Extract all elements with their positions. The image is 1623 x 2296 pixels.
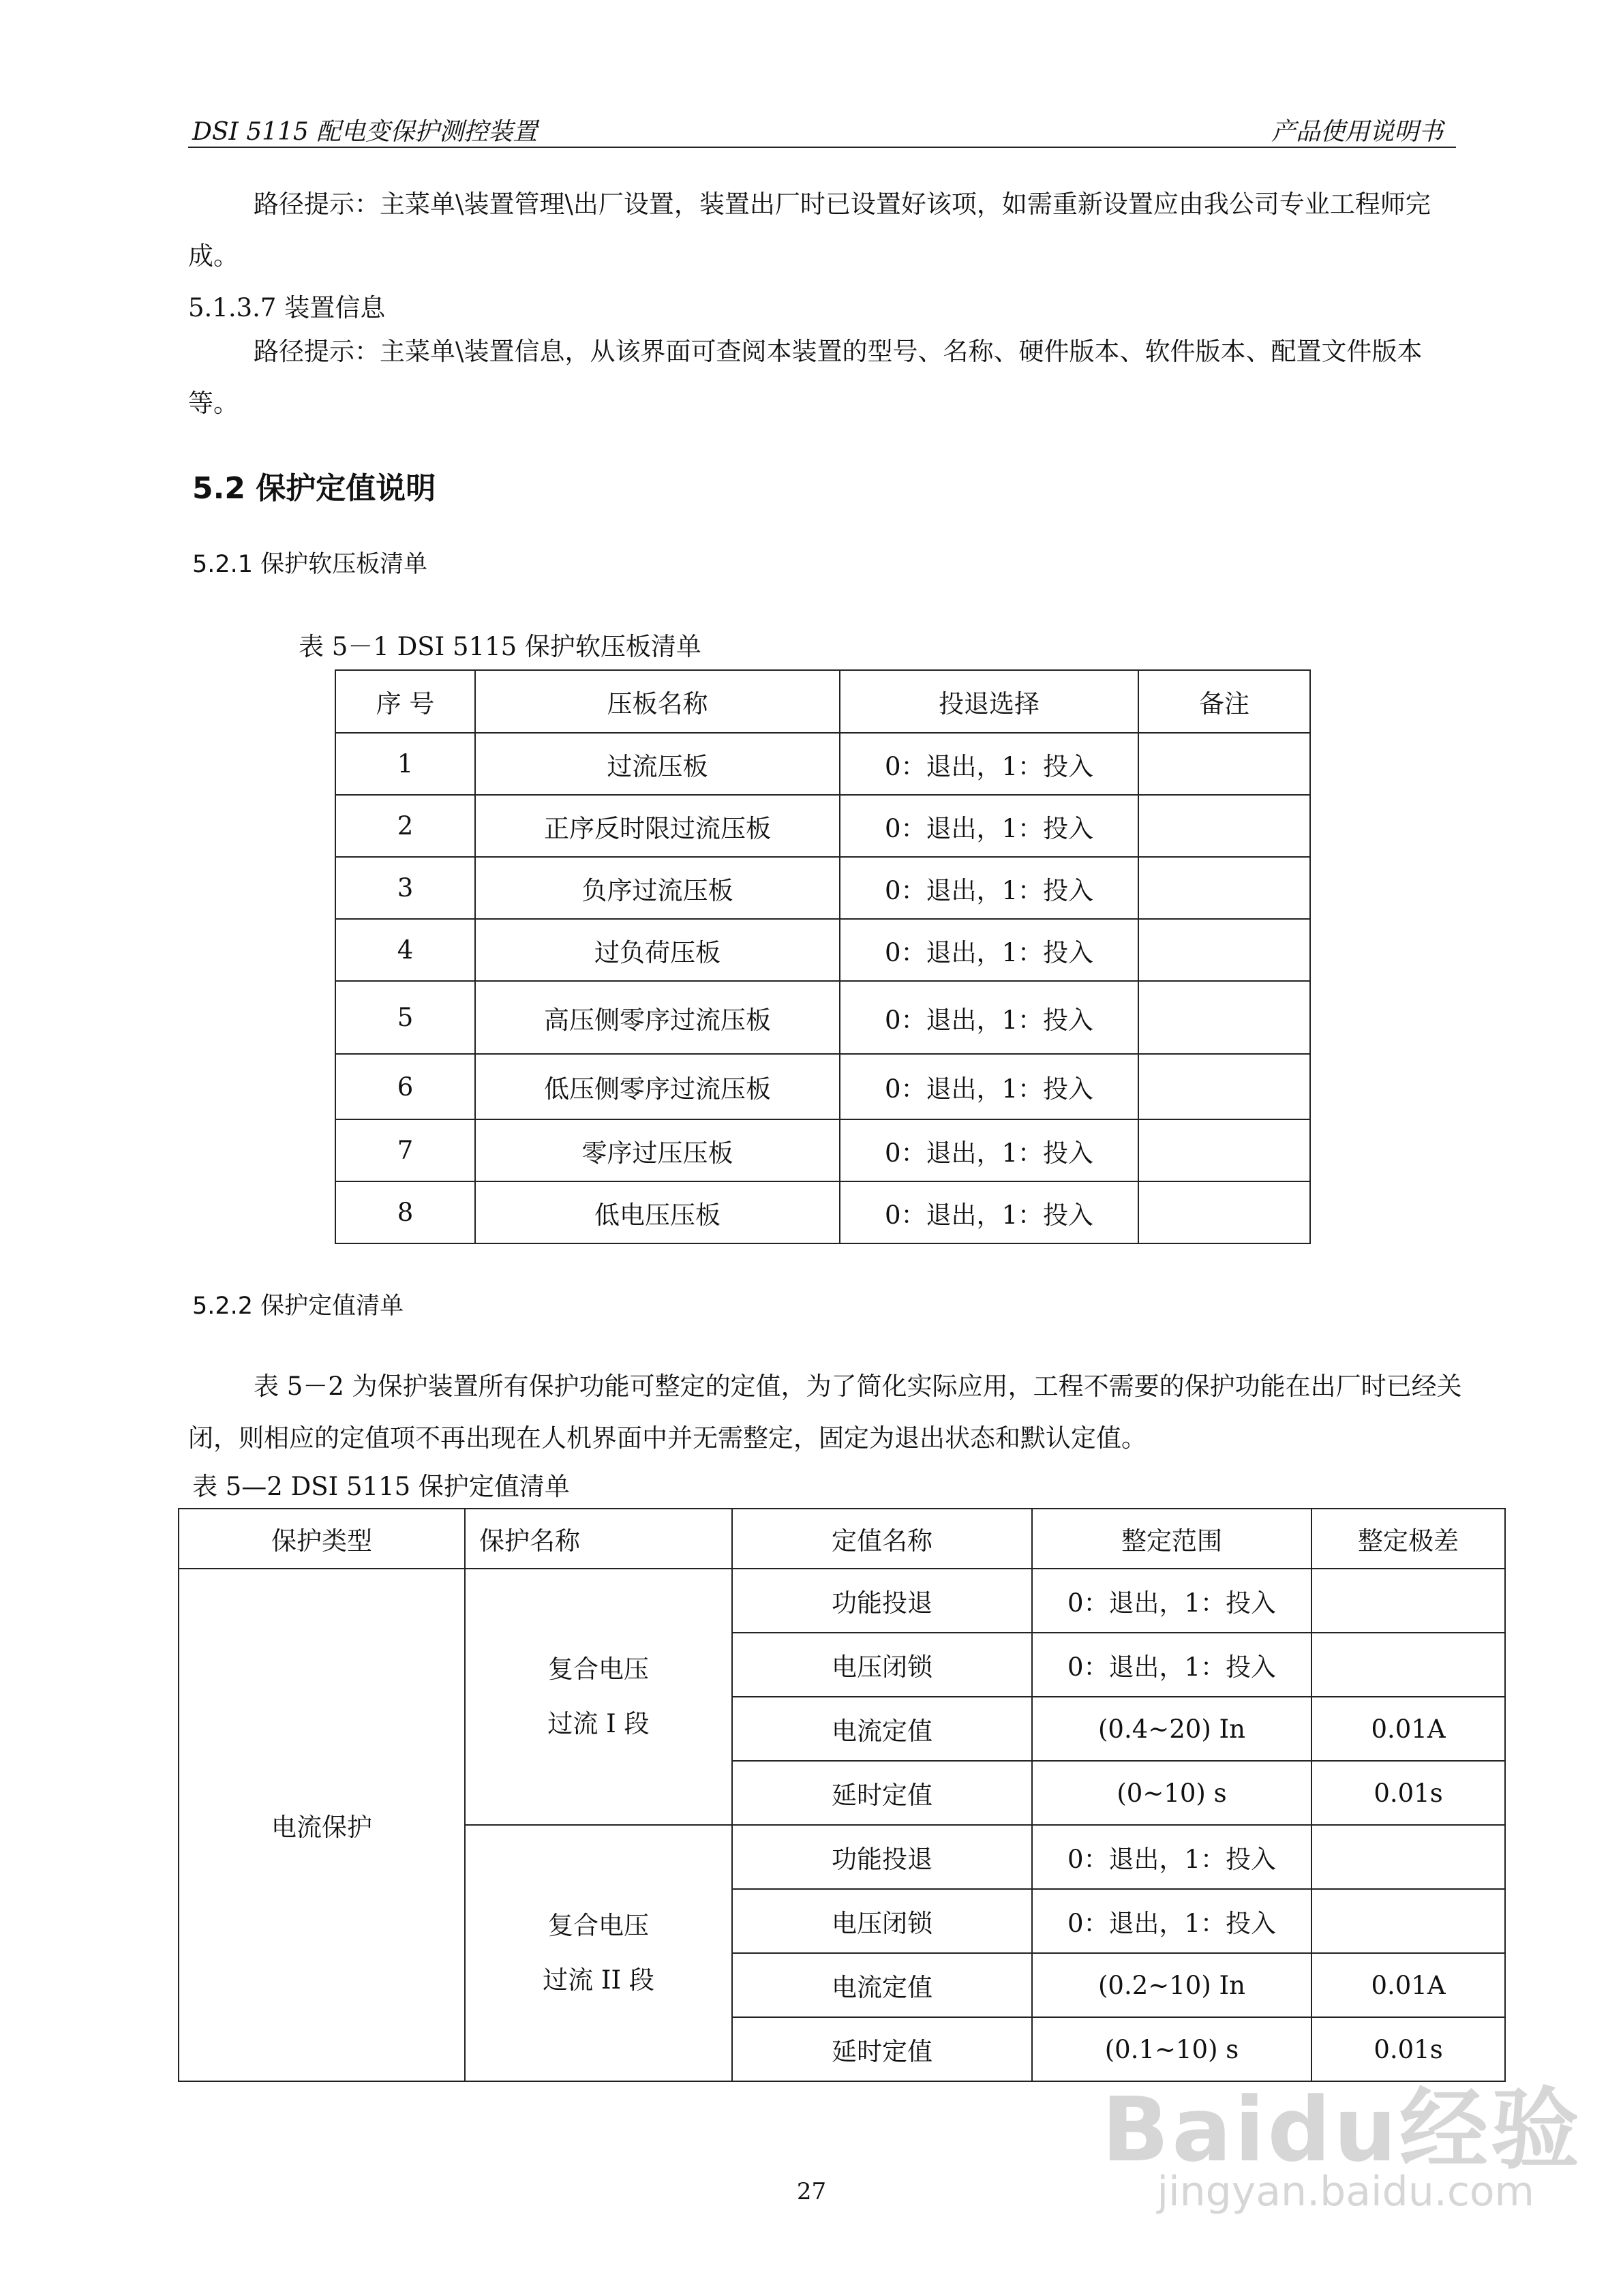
path-hint-factory-settings: 路径提示：主菜单\装置管理\出厂设置，装置出厂时已设置好该项，如需重新设置应由我公司专业工程师完成。 — [188, 190, 1431, 271]
cell-setting-range: (0~10) s — [1032, 1761, 1311, 1825]
protection-name-line-2: 过流 I 段 — [547, 1709, 650, 1738]
table-row — [335, 733, 1310, 795]
cell-setting-name: 电压闭锁 — [732, 1889, 1032, 1953]
table-row — [335, 857, 1310, 919]
cell-setting-range: (0.2~10) In — [1032, 1953, 1311, 2017]
col-header-platen-name: 压板名称 — [475, 670, 840, 733]
cell-remark — [1138, 795, 1310, 857]
section-5-2-heading: 5.2 保护定值说明 — [192, 471, 436, 506]
cell-setting-step: 0.01A — [1311, 1953, 1505, 2017]
table-row — [335, 981, 1310, 1054]
cell-remark — [1138, 981, 1310, 1054]
cell-remark — [1138, 1054, 1310, 1119]
header-document-title: DSI 5115 配电变保护测控装置 — [192, 118, 538, 146]
cell-setting-range: (0.4~20) In — [1032, 1697, 1311, 1761]
col-header-remark: 备注 — [1138, 670, 1310, 733]
cell-remark — [1138, 1181, 1310, 1243]
soft-platen-table — [335, 669, 1311, 1244]
cell-setting-name: 延时定值 — [732, 2017, 1032, 2081]
cell-setting-name: 电流定值 — [732, 1953, 1032, 2017]
cell-setting-name: 电流定值 — [732, 1697, 1032, 1761]
cell-setting-step — [1311, 1569, 1505, 1633]
cell-setting-name: 功能投退 — [732, 1569, 1032, 1633]
table-5-2-caption: 表 5—2 DSI 5115 保护定值清单 — [192, 1472, 570, 1501]
table-5-2-intro-paragraph: 表 5－2 为保护装置所有保护功能可整定的定值，为了简化实际应用，工程不需要的保护功能在出厂时已经关闭，则相应的定值项不再出现在人机界面中并无需整定，固定为退出状态和默认定值。 — [188, 1372, 1462, 1453]
cell-setting-range: 0：退出，1：投入 — [1032, 1889, 1311, 1953]
cell-setting-step — [1311, 1825, 1505, 1889]
cell-setting-step: 0.01s — [1311, 1761, 1505, 1825]
cell-serial: 4 — [335, 919, 475, 981]
cell-serial: 6 — [335, 1054, 475, 1119]
table-row — [335, 1119, 1310, 1181]
table-row — [335, 1054, 1310, 1119]
cell-serial: 8 — [335, 1181, 475, 1243]
cell-platen-name: 过负荷压板 — [475, 919, 840, 981]
cell-remark — [1138, 1119, 1310, 1181]
cell-serial: 7 — [335, 1119, 475, 1181]
col-header-protection-type: 保护类型 — [179, 1509, 465, 1569]
cell-setting-range: (0.1~10) s — [1032, 2017, 1311, 2081]
section-5-2-2-heading: 5.2.2 保护定值清单 — [192, 1293, 404, 1320]
cell-selection: 0：退出，1：投入 — [840, 795, 1138, 857]
cell-platen-name: 过流压板 — [475, 733, 840, 795]
table-row — [179, 1569, 1505, 1633]
cell-selection: 0：退出，1：投入 — [840, 1119, 1138, 1181]
cell-serial: 2 — [335, 795, 475, 857]
protection-name-line-1: 复合电压 — [548, 1655, 649, 1684]
protection-name-line-1: 复合电压 — [548, 1911, 649, 1940]
protection-name-line-2: 过流 II 段 — [543, 1965, 654, 1995]
cell-setting-step: 0.01A — [1311, 1697, 1505, 1761]
table-header-row — [335, 670, 1310, 733]
protection-setting-table — [178, 1508, 1506, 2082]
cell-serial: 1 — [335, 733, 475, 795]
table-row — [335, 1181, 1310, 1243]
cell-platen-name: 负序过流压板 — [475, 857, 840, 919]
cell-setting-name: 功能投退 — [732, 1825, 1032, 1889]
cell-serial: 5 — [335, 981, 475, 1054]
cell-platen-name: 低电压压板 — [475, 1181, 840, 1243]
cell-remark — [1138, 857, 1310, 919]
cell-selection: 0：退出，1：投入 — [840, 981, 1138, 1054]
header-rule — [188, 147, 1456, 148]
table-row — [335, 795, 1310, 857]
section-5-1-3-7-title: 5.1.3.7 装置信息 — [188, 293, 386, 322]
baidu-jingyan-watermark-url: jingyan.baidu.com — [1157, 2168, 1534, 2216]
table-header-row — [179, 1509, 1505, 1569]
cell-setting-name: 延时定值 — [732, 1761, 1032, 1825]
cell-setting-step: 0.01s — [1311, 2017, 1505, 2081]
col-header-setting-range: 整定范围 — [1032, 1509, 1311, 1569]
col-header-protection-name: 保护名称 — [465, 1509, 732, 1569]
col-header-setting-name: 定值名称 — [732, 1509, 1032, 1569]
cell-setting-step — [1311, 1633, 1505, 1697]
cell-selection: 0：退出，1：投入 — [840, 1181, 1138, 1243]
cell-protection-type: 电流保护 — [179, 1569, 465, 2081]
cell-serial: 3 — [335, 857, 475, 919]
col-header-serial: 序 号 — [335, 670, 475, 733]
table-5-1-caption: 表 5－1 DSI 5115 保护软压板清单 — [299, 632, 701, 661]
page-number: 27 — [796, 2178, 827, 2205]
cell-remark — [1138, 919, 1310, 981]
col-header-setting-step: 整定极差 — [1311, 1509, 1505, 1569]
cell-selection: 0：退出，1：投入 — [840, 857, 1138, 919]
cell-setting-range: 0：退出，1：投入 — [1032, 1825, 1311, 1889]
cell-setting-range: 0：退出，1：投入 — [1032, 1569, 1311, 1633]
cell-protection-name-stage-1 — [465, 1569, 732, 1825]
baidu-jingyan-watermark-logo: Baidu经验 — [1102, 2078, 1582, 2181]
path-hint-device-info: 路径提示：主菜单\装置信息，从该界面可查阅本装置的型号、名称、硬件版本、软件版本、配置文件版本等。 — [188, 337, 1423, 418]
cell-setting-range: 0：退出，1：投入 — [1032, 1633, 1311, 1697]
header-manual-label: 产品使用说明书 — [1271, 118, 1443, 146]
col-header-selection: 投退选择 — [840, 670, 1138, 733]
cell-selection: 0：退出，1：投入 — [840, 1054, 1138, 1119]
cell-platen-name: 高压侧零序过流压板 — [475, 981, 840, 1054]
section-5-2-1-heading: 5.2.1 保护软压板清单 — [192, 551, 428, 578]
cell-setting-step — [1311, 1889, 1505, 1953]
cell-setting-name: 电压闭锁 — [732, 1633, 1032, 1697]
cell-platen-name: 低压侧零序过流压板 — [475, 1054, 840, 1119]
cell-platen-name: 正序反时限过流压板 — [475, 795, 840, 857]
cell-remark — [1138, 733, 1310, 795]
table-row — [335, 919, 1310, 981]
cell-platen-name: 零序过压压板 — [475, 1119, 840, 1181]
cell-selection: 0：退出，1：投入 — [840, 733, 1138, 795]
cell-selection: 0：退出，1：投入 — [840, 919, 1138, 981]
cell-protection-name-stage-2 — [465, 1825, 732, 2081]
